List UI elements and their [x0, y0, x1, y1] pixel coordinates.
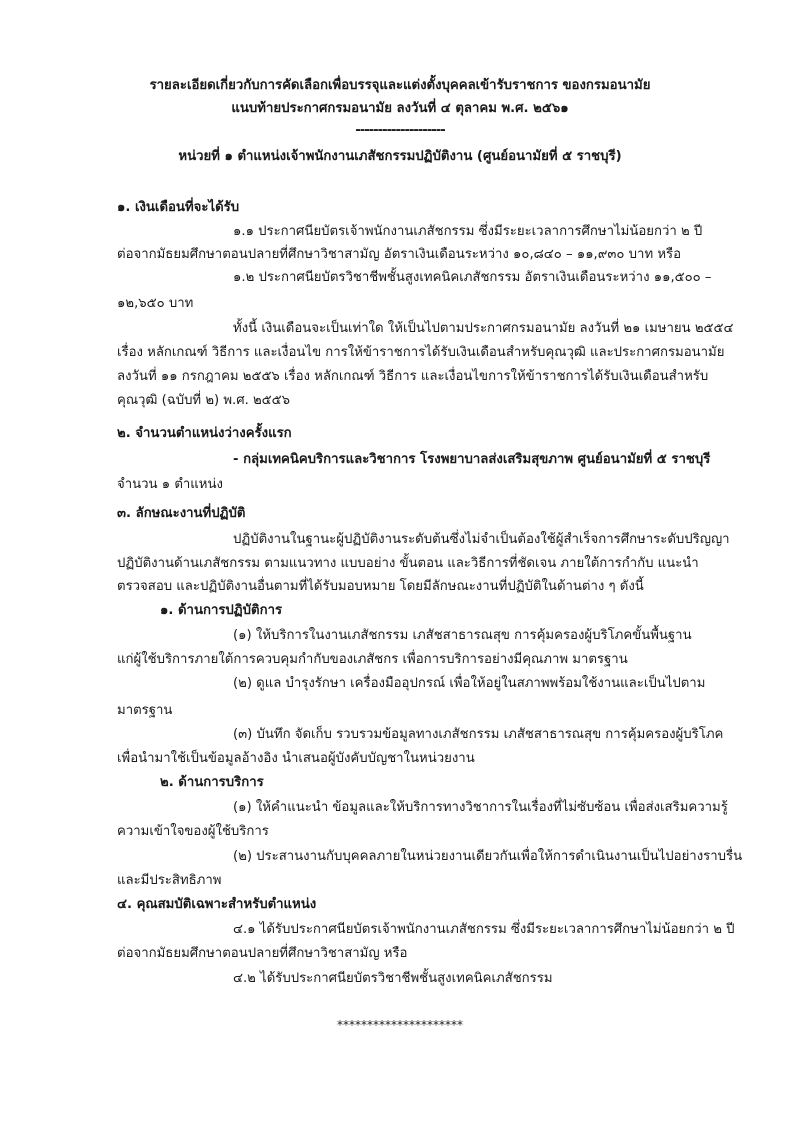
document-title-line2: แนบท้ายประกาศกรมอนามัย ลงวันที่ ๔ ตุลาคม พ.ศ. ๒๕๖๑ [231, 101, 569, 116]
section4-line: ๔.๑ ได้รับประกาศนียบัตรเจ้าพนักงานเภสัชกรรม ซึ่งมีระยะเวลาการศึกษาไม่น้อยกว่า ๒ ปี [233, 922, 735, 937]
section3-sub1-line: (๒) ดูแล บำรุงรักษา เครื่องมืออุปกรณ์ เพื่อให้อยู่ในสภาพพร้อมใช้งานและเป็นไปตาม [233, 676, 706, 691]
title-separator: -------------------- [355, 123, 445, 138]
section3-sub1-heading: ๑. ด้านการปฏิบัติการ [160, 603, 283, 618]
section3-heading: ๓. ลักษณะงานที่ปฏิบัติ [117, 506, 246, 521]
section1-line: คุณวุฒิ (ฉบับที่ ๒) พ.ศ. ๒๕๕๖ [117, 393, 291, 408]
section3-sub2-line: และมีประสิทธิภาพ [117, 873, 222, 888]
section3-sub2-line: (๒) ประสานงานกับบุคคลภายในหน่วยงานเดียวกันเพื่อให้การดำเนินงานเป็นไปอย่างราบรื่น [233, 849, 743, 864]
document-title-line1: รายละเอียดเกี่ยวกับการคัดเลือกเพื่อบรรจุและแต่งตั้งบุคคลเข้ารับราชการ ของกรมอนามัย [149, 78, 651, 93]
section3-line: ตรวจสอบ และปฏิบัติงานอื่นตามที่ได้รับมอบหมาย โดยมีลักษณะงานที่ปฏิบัติในด้านต่าง ๆ ดังนี้ [117, 579, 644, 594]
section3-sub1-line: (๑) ให้บริการในงานเภสัชกรรม เภสัชสาธารณสุข การคุ้มครองผู้บริโภคขั้นพื้นฐาน [233, 628, 692, 643]
section1-line: ๑.๑ ประกาศนียบัตรเจ้าพนักงานเภสัชกรรม ซึ่งมีระยะเวลาการศึกษาไม่น้อยกว่า ๒ ปี [233, 224, 703, 239]
section4-heading: ๔. คุณสมบัติเฉพาะสำหรับตำแหน่ง [117, 897, 317, 912]
section1-line: ต่อจากมัธยมศึกษาตอนปลายที่ศึกษาวิชาสามัญ อัตราเงินเดือนระหว่าง ๑๐,๘๔๐ – ๑๑,๙๓๐ บาท หรือ [117, 247, 682, 262]
section3-sub1-line: มาตรฐาน [117, 703, 173, 718]
section3-sub1-line: แก่ผู้ใช้บริการภายใต้การควบคุมกำกับของเภสัชกร เพื่อการบริการอย่างมีคุณภาพ มาตรฐาน [117, 652, 628, 667]
section1-heading: ๑. เงินเดือนที่จะได้รับ [117, 200, 240, 215]
section4-line: ๔.๒ ได้รับประกาศนียบัตรวิชาชีพชั้นสูงเทคนิคเภสัชกรรม [233, 971, 553, 986]
end-marker: ********************* [337, 1018, 463, 1032]
section3-sub1-line: เพื่อนำมาใช้เป็นข้อมูลอ้างอิง นำเสนอผู้บังคับบัญชาในหน่วยงาน [117, 751, 475, 766]
section3-sub2-heading: ๒. ด้านการบริการ [160, 775, 264, 790]
section3-line: ปฏิบัติงานในฐานะผู้ปฏิบัติงานระดับต้นซึ่งไม่จำเป็นต้องใช้ผู้สำเร็จการศึกษาระดับปริญญา [233, 532, 730, 547]
section3-line: ปฏิบัติงานด้านเภสัชกรรม ตามแนวทาง แบบอย่าง ขั้นตอน และวิธีการที่ชัดเจน ภายใต้การกำกับ แนะนำ [117, 556, 699, 571]
unit-title: หน่วยที่ ๑ ตำแหน่งเจ้าพนักงานเภสัชกรรมปฏิบัติงาน (ศูนย์อนามัยที่ ๕ ราชบุรี) [178, 149, 622, 164]
section3-sub2-line: ความเข้าใจของผู้ใช้บริการ [117, 824, 269, 839]
section2-heading: ๒. จำนวนตำแหน่งว่างครั้งแรก [117, 426, 292, 441]
section3-sub2-line: (๑) ให้คำแนะนำ ข้อมูลและให้บริการทางวิชาการในเรื่องที่ไม่ซับซ้อน เพื่อส่งเสริมความรู้ [233, 800, 728, 815]
section1-line: ลงวันที่ ๑๑ กรกฎาคม ๒๕๕๖ เรื่อง หลักเกณฑ์ วิธีการ และเงื่อนไขการให้ข้าราชการได้รับเงินเดือนสำหรับ [117, 369, 709, 384]
section1-line: ๑๒,๖๕๐ บาท [117, 296, 194, 311]
section1-line: เรื่อง หลักเกณฑ์ วิธีการ และเงื่อนไข การให้ข้าราชการได้รับเงินเดือนสำหรับคุณวุฒิ และประกาศกรมอนามัย [117, 345, 725, 360]
section2-line: - กลุ่มเทคนิคบริการและวิชาการ โรงพยาบาลส่งเสริมสุขภาพ ศูนย์อนามัยที่ ๕ ราชบุรี [233, 452, 711, 467]
section1-line: ๑.๒ ประกาศนียบัตรวิชาชีพชั้นสูงเทคนิคเภสัชกรรม อัตราเงินเดือนระหว่าง ๑๑,๕๐๐ – [233, 270, 712, 285]
section1-line: ทั้งนี้ เงินเดือนจะเป็นเท่าใด ให้เป็นไปตามประกาศกรมอนามัย ลงวันที่ ๒๑ เมษายน ๒๕๕๔ [233, 321, 734, 336]
section2-line: จำนวน ๑ ตำแหน่ง [117, 477, 223, 492]
section4-line: ต่อจากมัธยมศึกษาตอนปลายที่ศึกษาวิชาสามัญ หรือ [117, 946, 408, 961]
section3-sub1-line: (๓) บันทึก จัดเก็บ รวบรวมข้อมูลทางเภสัชกรรม เภสัชสาธารณสุข การคุ้มครองผู้บริโภค [233, 727, 724, 742]
